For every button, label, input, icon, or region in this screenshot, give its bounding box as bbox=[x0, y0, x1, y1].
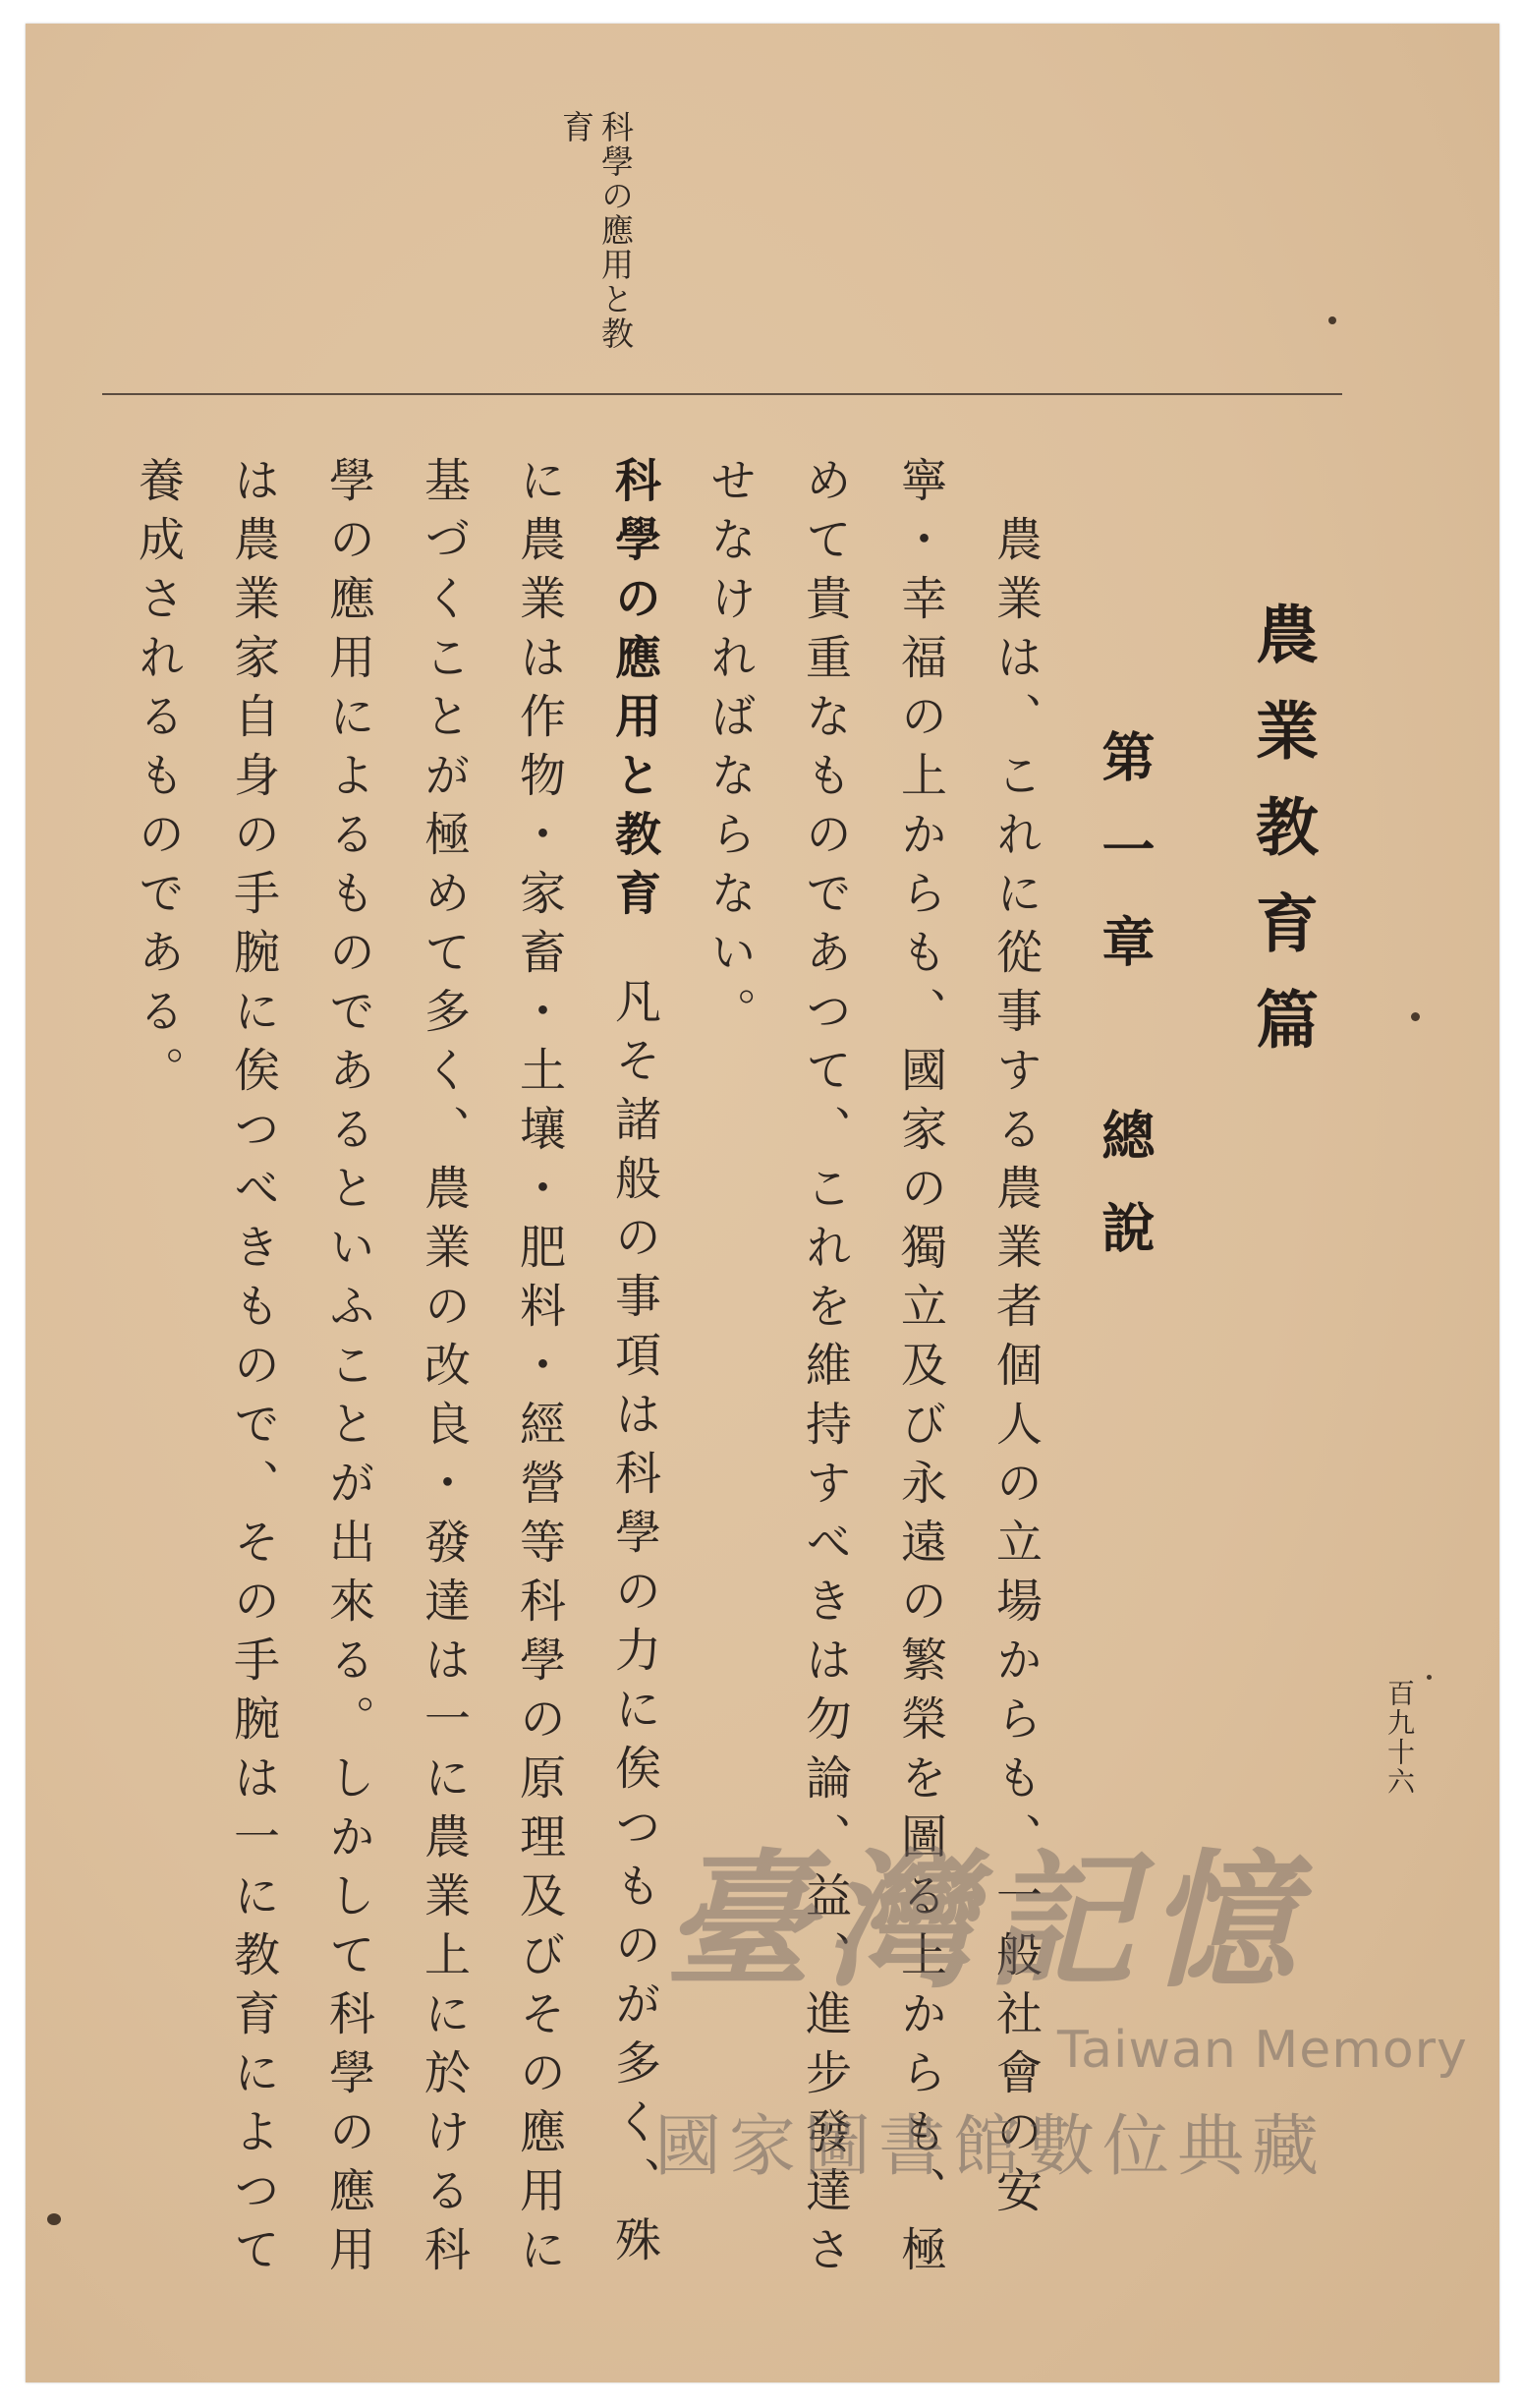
chapter-title: 第一章 總說 bbox=[1094, 729, 1156, 1292]
paragraph-science-text: 凡そ諸般の事項は科學の力に俟つものが多く、殊に農業は作物・家畜・土壤・肥料・經營等科學の原理及びその應用に基づくことが極めて多く、農業の改良・發達は一に農業上に於ける科學の應用によるものであるといふことが出來る。しかして科學の應用は農業家自身の手腕に俟つべきもので、その手腕は一に教育によつて養成されるものである。 bbox=[131, 456, 661, 2284]
paragraph-intro: 農業は、これに從事する農業者個人の立場からも、一般社會の安寧・幸福の上からも、國家の獨立及び永遠の繁榮を圖る上からも、極めて貴重なものであつて、これを維持すべきは勿論、益、進步發達させなければならない。 bbox=[703, 456, 1043, 2284]
page-number: 百九十六 bbox=[1383, 1679, 1416, 1797]
running-header: 科學の應用と教育 bbox=[557, 110, 635, 351]
watermark-calligraphy: 臺灣記憶 bbox=[664, 1835, 1310, 2008]
watermark-institution: 國家圖書館數位典藏 bbox=[654, 2108, 1327, 2186]
watermark-latin-text: Taiwan Memory bbox=[1057, 2021, 1468, 2080]
ink-speck bbox=[1411, 1012, 1420, 1021]
header-rule bbox=[102, 393, 1342, 395]
book-page bbox=[26, 24, 1499, 2382]
part-title: 農業教育篇 bbox=[1245, 602, 1318, 1083]
ink-speck bbox=[47, 2213, 61, 2225]
body-text bbox=[120, 456, 1063, 2304]
paragraph-science bbox=[110, 456, 682, 2304]
section-heading: 科學の應用と教育 bbox=[607, 456, 661, 928]
ink-speck bbox=[1427, 1675, 1432, 1680]
ink-speck bbox=[1328, 316, 1336, 324]
